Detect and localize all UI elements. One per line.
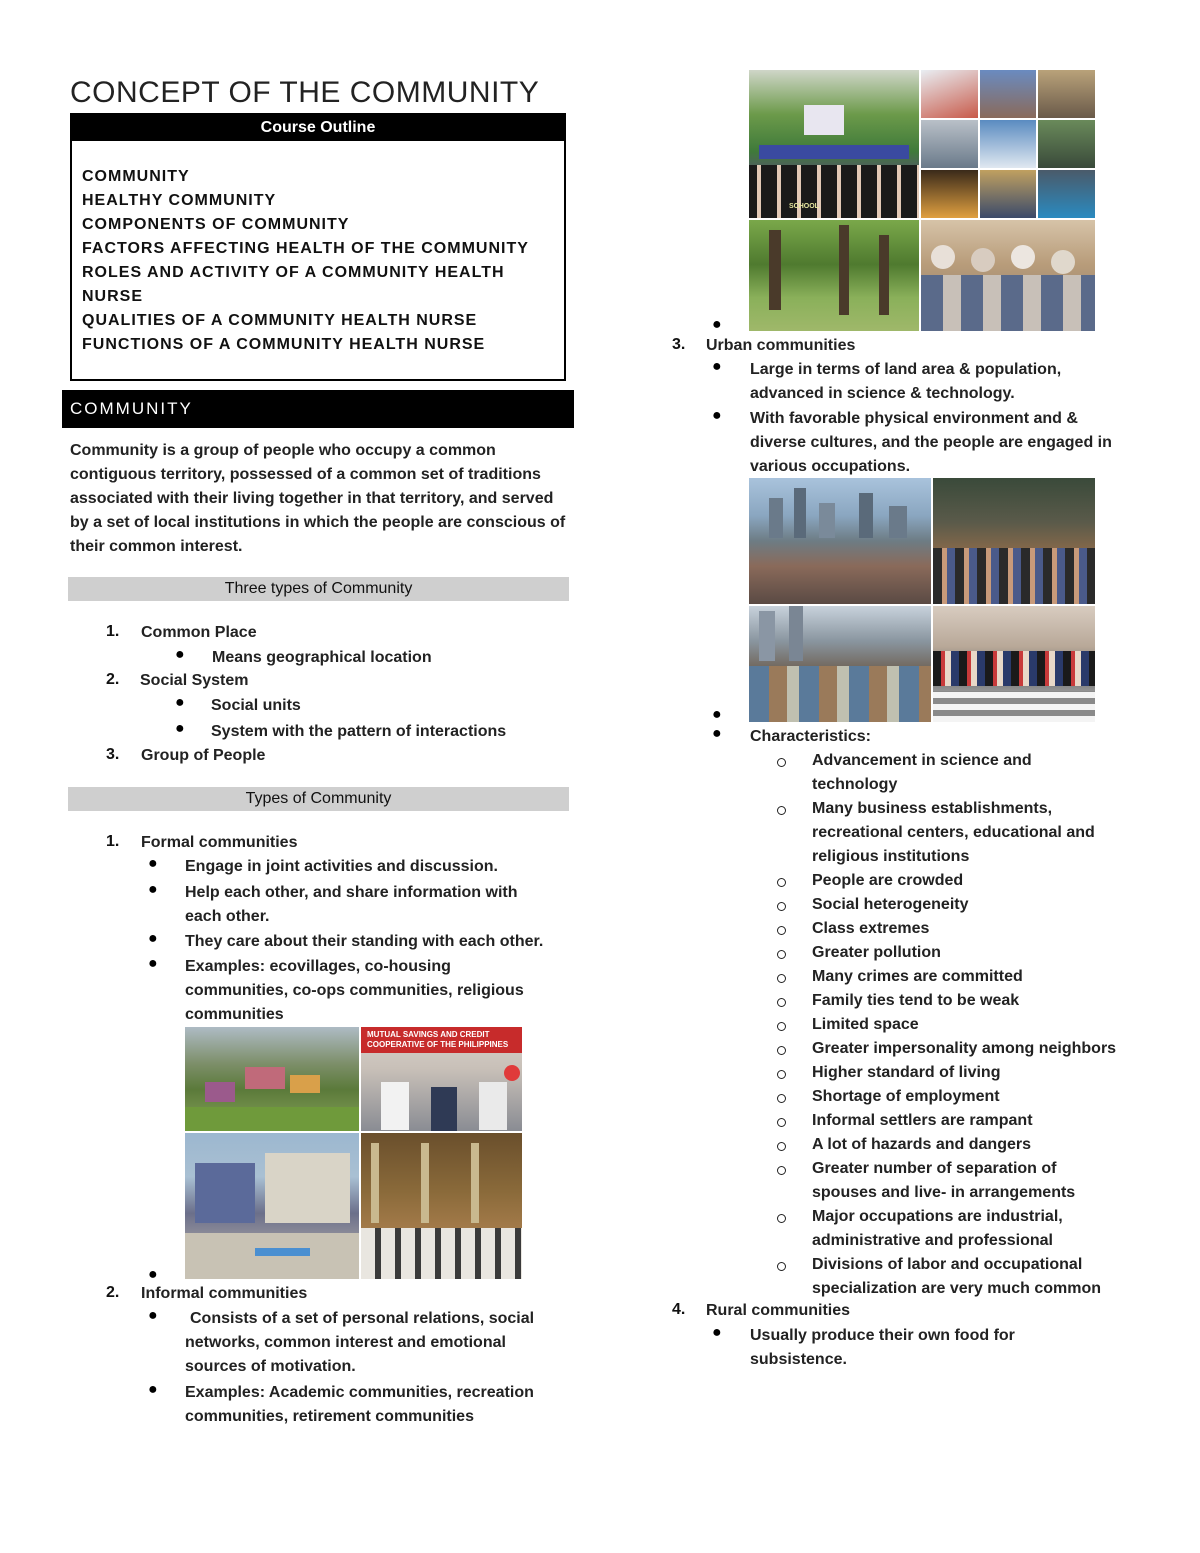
list-bullet-text: Usually produce their own food for [750,1327,1015,1344]
characteristic-item: Greater pollution [812,944,941,961]
list-bullet-text: Engage in joint activities and discussion. [185,858,498,875]
outline-item: COMPONENTS OF COMMUNITY [82,216,350,233]
list-item-label: Informal communities [141,1285,308,1302]
bullet-icon: ● [148,955,158,972]
circle-bullet-icon [777,1166,786,1175]
course-outline-box [70,113,566,381]
bullet-icon: ● [148,881,158,898]
school-graduation-photo [749,70,919,218]
characteristic-item: Greater number of separation of [812,1160,1057,1177]
community-definition: Community is a group of people who occupy a common contiguous territory, possessed of a common set of traditions associated with their living together in that territory, and served by a set of local institutions in which the people are conscious of their common interest. [70,442,566,555]
park-recreation-photo [749,220,919,331]
circle-bullet-icon [777,950,786,959]
list-number: 1. [106,623,120,640]
circle-bullet-icon [777,1070,786,1079]
bullet-icon: ● [175,646,185,663]
pedestrian-crossing-photo [933,606,1095,722]
characteristic-item: recreational centers, educational and [812,824,1095,841]
list-bullet-text: sources of motivation. [185,1358,356,1375]
characteristic-item: technology [812,776,898,793]
list-bullet-text: Large in terms of land area & population, [750,361,1062,378]
outline-item: HEALTHY COMMUNITY [82,192,277,209]
circle-bullet-icon [777,998,786,1007]
school-sign-text: SCHOOL [789,203,819,210]
circle-bullet-icon [777,926,786,935]
recreation-activities-photo [921,70,1095,218]
urban-communities-photo-collage [749,478,1095,722]
characteristic-item: administrative and professional [812,1232,1053,1249]
list-bullet-text: each other. [185,908,270,925]
bullet-icon: ● [712,407,722,424]
circle-bullet-icon [777,758,786,767]
cooperative-office-photo [361,1027,522,1131]
bullet-icon: ● [148,930,158,947]
characteristic-item: Informal settlers are rampant [812,1112,1033,1129]
circle-bullet-icon [777,878,786,887]
bullet-icon: ● [148,1381,158,1398]
cohousing-photo [185,1133,359,1279]
retirement-community-photo [921,220,1095,331]
bullet-icon: ● [712,316,722,333]
circle-bullet-icon [777,1022,786,1031]
bullet-icon: ● [712,725,722,742]
bullet-icon: ● [175,720,185,737]
ecovillage-photo [185,1027,359,1131]
bullet-icon: ● [175,694,185,711]
circle-bullet-icon [777,1118,786,1127]
bullet-icon: ● [148,1266,158,1283]
list-bullet-text: Social units [211,697,301,714]
characteristic-item: Major occupations are industrial, [812,1208,1063,1225]
characteristic-item: Social heterogeneity [812,896,969,913]
characteristic-item: Divisions of labor and occupational [812,1256,1083,1273]
outline-item: FUNCTIONS OF A COMMUNITY HEALTH NURSE [82,336,486,353]
outline-item: FACTORS AFFECTING HEALTH OF THE COMMUNITY [82,240,529,257]
list-bullet-text: communities, co-ops communities, religious [185,982,524,999]
page-title: CONCEPT OF THE COMMUNITY [70,76,540,109]
list-bullet-text: advanced in science & technology. [750,385,1015,402]
subheading-three-types: Three types of Community [68,577,569,601]
list-number: 1. [106,833,120,850]
list-number: 4. [672,1301,686,1318]
list-number: 2. [106,1284,120,1301]
characteristic-item: specialization are very much common [812,1280,1101,1297]
list-bullet-text: Consists of a set of personal relations, social [190,1310,535,1327]
list-bullet-text: communities, retirement communities [185,1408,474,1425]
city-skyline-photo [749,478,931,604]
characteristic-item: A lot of hazards and dangers [812,1136,1031,1153]
characteristic-item: Many business establishments, [812,800,1053,817]
list-bullet-text: communities [185,1006,284,1023]
formal-communities-photo-collage [185,1027,522,1279]
characteristic-item: Family ties tend to be weak [812,992,1020,1009]
bullet-icon: ● [148,855,158,872]
list-item-label: Group of People [141,747,266,764]
characteristic-item: People are crowded [812,872,964,889]
circle-bullet-icon [777,974,786,983]
crowded-market-photo [933,478,1095,604]
list-bullet-text: They care about their standing with each other. [185,933,544,950]
bullet-icon: ● [712,1324,722,1341]
informal-communities-photo-collage [749,70,1095,331]
list-item-label: Urban communities [706,337,856,354]
section-heading-community: COMMUNITY [62,390,574,428]
informal-settlement-photo [749,606,931,722]
characteristic-item: Advancement in science and [812,752,1032,769]
characteristic-item: spouses and live- in arrangements [812,1184,1076,1201]
outline-item: NURSE [82,288,144,305]
characteristics-label: Characteristics: [750,728,871,745]
outline-item: QUALITIES OF A COMMUNITY HEALTH NURSE [82,312,478,329]
list-bullet-text: With favorable physical environment and & [750,410,1078,427]
characteristic-item: Greater impersonality among neighbors [812,1040,1117,1057]
course-outline-list [82,165,564,357]
characteristic-item: Many crimes are committed [812,968,1023,985]
list-item-label: Social System [140,672,249,689]
bullet-icon: ● [712,706,722,723]
bullet-icon: ● [712,358,722,375]
list-item-label: Formal communities [141,834,298,851]
circle-bullet-icon [777,1094,786,1103]
circle-bullet-icon [777,1142,786,1151]
characteristic-item: Limited space [812,1016,919,1033]
cooperative-sign-text: MUTUAL SAVINGS AND CREDIT COOPERATIVE OF THE PHILIPPINES [367,1030,509,1049]
subheading-types: Types of Community [68,787,569,811]
circle-bullet-icon [777,1046,786,1055]
outline-item: COMMUNITY [82,168,190,185]
list-bullet-text: System with the pattern of interactions [211,723,507,740]
list-bullet-text: Examples: Academic communities, recreation [185,1384,534,1401]
characteristic-item: Higher standard of living [812,1064,1001,1081]
list-bullet-text: diverse cultures, and the people are engaged in [750,434,1112,451]
characteristic-item: religious institutions [812,848,970,865]
list-bullet-text: subsistence. [750,1351,847,1368]
circle-bullet-icon [777,1262,786,1271]
list-item-label: Common Place [141,624,257,641]
outline-item: ROLES AND ACTIVITY OF A COMMUNITY HEALTH [82,264,505,281]
circle-bullet-icon [777,806,786,815]
mosque-prayer-photo [361,1133,522,1279]
list-number: 3. [106,746,120,763]
characteristic-item: Shortage of employment [812,1088,1000,1105]
list-bullet-text: Help each other, and share information with [185,884,518,901]
characteristic-item: Class extremes [812,920,930,937]
list-number: 2. [106,671,120,688]
course-outline-header: Course Outline [72,115,564,141]
circle-bullet-icon [777,1214,786,1223]
list-bullet-text: networks, common interest and emotional [185,1334,506,1351]
list-item-label: Rural communities [706,1302,851,1319]
list-bullet-text: various occupations. [750,458,911,475]
list-bullet-text: Means geographical location [212,649,432,666]
bullet-icon: ● [148,1307,158,1324]
list-number: 3. [672,336,686,353]
list-bullet-text: Examples: ecovillages, co-housing [185,958,451,975]
circle-bullet-icon [777,902,786,911]
